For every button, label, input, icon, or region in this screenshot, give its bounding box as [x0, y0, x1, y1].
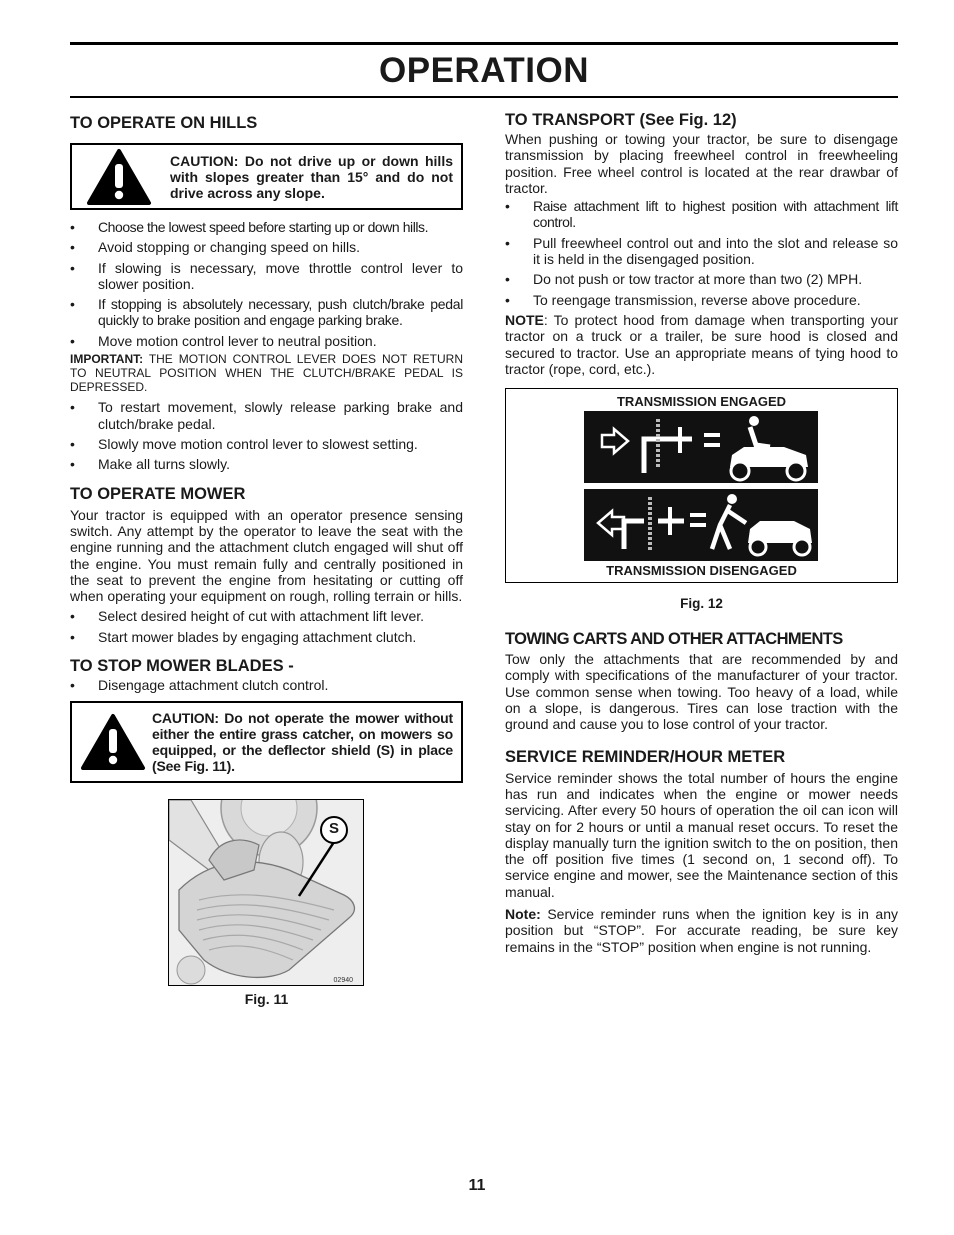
transmission-diagram	[584, 411, 818, 561]
hills-heading: TO OPERATE ON HILLS	[70, 114, 258, 132]
list-item: • Disengage attachment clutch control.	[70, 677, 329, 694]
list-item: • To restart movement, slowly release parking brake and clutch/brake pedal.	[70, 399, 463, 432]
list-item: • To reengage transmission, reverse above procedure.	[505, 291, 861, 308]
list-item: • Pull freewheel control out and into the slot and release so it is held in the disengaged position.	[505, 234, 898, 268]
transport-note	[505, 312, 898, 377]
list-item: • If stopping is absolutely necessary, push clutch/brake pedal quickly to brake position and engage parking brake.	[70, 296, 463, 329]
mower-bullets	[70, 608, 463, 645]
stop-caution-box	[70, 701, 463, 783]
list-item: • Select desired height of cut with attachment lift lever.	[70, 608, 425, 625]
list-item: • Raise attachment lift to highest position with attachment lift control.	[505, 198, 898, 231]
service-body: Service reminder shows the total number of hours the engine has run and indicates when the engine or mower needs servicing. After every 50 hours of operation the oil can icon will stay on for 2 hours or until a manual reset occurs. To reset the display manually turn the ignition switch to the on position, then the off position five times (1 second on, 1 second off). To service engine and mower, see the Maintenance section of this manual.	[505, 769, 898, 900]
left-column	[70, 110, 463, 1007]
fig11-caption: Fig. 11	[244, 991, 289, 1008]
hills-bullets-2	[70, 399, 463, 472]
right-column	[505, 110, 898, 955]
page-number: 11	[468, 1177, 486, 1194]
mower-heading: TO OPERATE MOWER	[70, 484, 246, 503]
transmission-disengaged-label: TRANSMISSION DISENGAGED	[606, 563, 797, 579]
list-item: • Slowly move motion control lever to slowest setting.	[70, 436, 418, 453]
mower-body: Your tractor is equipped with an operator presence sensing switch. Any attempt by the operator to leave the seat with the engine running and the attachment clutch engaged will shut off the engine. You must remain fully and centrally positioned in the seat to prevent the engine from hesitating or cutting off when operating your equipment on rough, rolling terrain or hills.	[70, 506, 463, 605]
important-text: THE MOTION CONTROL LEVER DOES NOT RETURN TO NEUTRAL POSITION WHEN THE CLUTCH/BRAKE PEDAL IS DEPRESSED.	[70, 352, 463, 394]
note-label: NOTE	[505, 311, 544, 328]
service-heading: SERVICE REMINDER/HOUR METER	[505, 747, 786, 766]
note-text: : To protect hood from damage when transporting your tractor on a truck or a trailer, be sure hood is closed and secured to tractor. Use an appropriate means of tying hood to tractor (rope, cord, etc.).	[505, 311, 898, 377]
hills-caution-text: CAUTION: Do not drive up or down hills with slopes greater than 15° and do not drive across any slope.	[170, 152, 453, 201]
stop-bullets	[70, 677, 463, 693]
fig11-image	[168, 799, 364, 986]
transport-heading: TO TRANSPORT (See Fig. 12)	[505, 111, 737, 129]
important-label: IMPORTANT:	[70, 352, 144, 367]
warning-icon	[86, 148, 152, 206]
title-underline	[70, 96, 898, 98]
service-note	[505, 906, 898, 955]
fig12-caption: Fig. 12	[680, 596, 723, 612]
list-item: • Make all turns slowly.	[70, 456, 231, 473]
transport-body: When pushing or towing your tractor, be sure to disengage transmission by placing freewheel control in freewheeling position. Free wheel control is located at the rear drawbar of tractor.	[505, 131, 898, 196]
list-item: • Do not push or tow tractor at more than two (2) MPH.	[505, 271, 863, 288]
top-rule	[70, 42, 898, 45]
list-item: • Choose the lowest speed before starting up or down hills.	[70, 219, 429, 235]
list-item: • Start mower blades by engaging attachment clutch.	[70, 628, 417, 645]
warning-icon	[80, 713, 146, 771]
page-title: OPERATION	[379, 51, 589, 90]
list-item: • If slowing is necessary, move throttle control lever to slower position.	[70, 259, 463, 292]
towing-body: Tow only the attachments that are recommended by and comply with specifications of the manufacturer of your tractor. Use common sense when towing. Too heavy of a load, while on a slope, is dangerous. Tires can lose traction with the ground and cause you to lose control of your tractor.	[505, 651, 898, 733]
service-note-text: Service reminder runs when the ignition key is in any position but “STOP”. For accurate reading, be sure key remains in the “STOP” position when engine is not running.	[505, 906, 898, 955]
hills-bullets-1	[70, 219, 463, 349]
stop-caution-text: CAUTION: Do not operate the mower without either the entire grass catcher, on mowers so equipped, or the deflector shield (S) in place (See Fig. 11).	[152, 710, 453, 775]
list-item: • Move motion control lever to neutral position.	[70, 332, 377, 349]
towing-heading: TOWING CARTS AND OTHER ATTACHMENTS	[505, 630, 843, 649]
fig11-callout-s: S	[328, 820, 339, 838]
transmission-engaged-label: TRANSMISSION ENGAGED	[616, 394, 786, 410]
stop-blades-heading: TO STOP MOWER BLADES -	[70, 657, 294, 676]
fig12-image	[505, 388, 898, 583]
transport-bullets	[505, 198, 898, 308]
service-note-label: Note:	[505, 906, 541, 923]
important-note	[70, 353, 463, 394]
fig11-code: 02940	[333, 977, 353, 985]
list-item: • Avoid stopping or changing speed on hills.	[70, 239, 361, 256]
hills-caution-box	[70, 143, 463, 210]
